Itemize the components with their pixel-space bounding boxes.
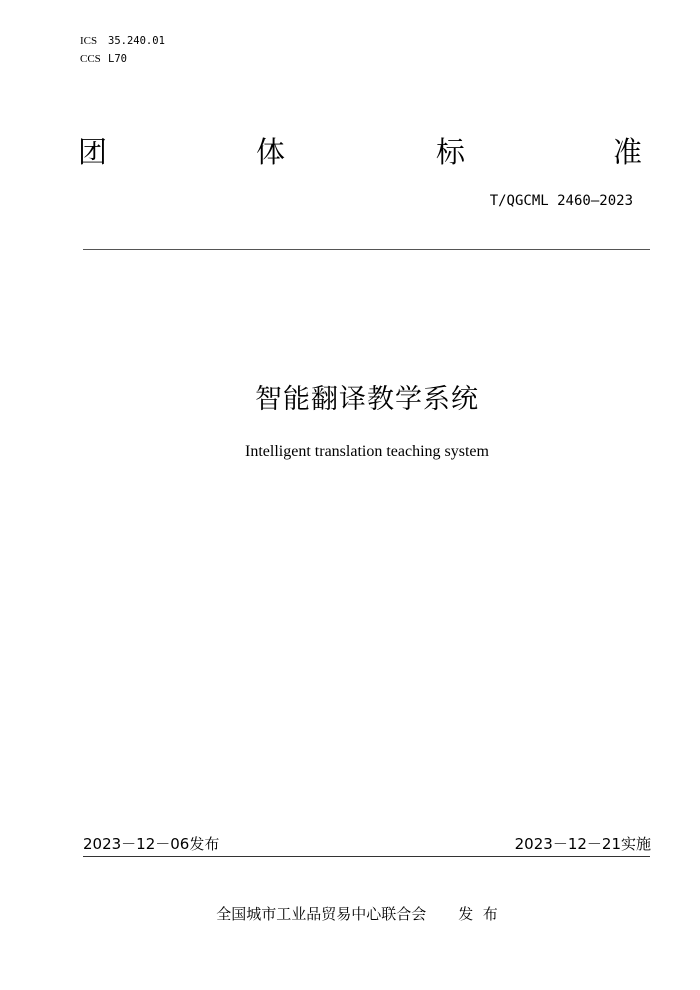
ics-value: 35.240.01 <box>108 35 165 47</box>
header-char-biao: 标 <box>436 135 466 169</box>
header-char-zhun: 准 <box>613 135 643 169</box>
publisher-action: 发 布 <box>458 905 498 923</box>
ics-classification <box>80 33 165 49</box>
english-title: Intelligent translation teaching system <box>245 443 489 460</box>
top-divider <box>83 249 650 250</box>
publish-date: 2023－12－06发布 <box>83 835 220 853</box>
header-char-tuan: 团 <box>78 135 108 169</box>
chinese-title: 智能翻译教学系统 <box>255 384 479 415</box>
header-char-ti: 体 <box>256 135 286 169</box>
ccs-classification <box>80 51 127 67</box>
publisher-name: 全国城市工业品贸易中心联合会 <box>216 905 427 923</box>
ccs-value: L70 <box>108 53 127 65</box>
bottom-divider <box>83 856 650 857</box>
ics-label: ICS <box>80 35 98 47</box>
ccs-label: CCS <box>80 53 101 65</box>
publisher-line <box>0 903 700 925</box>
standard-number: T/QGCML 2460—2023 <box>489 193 633 209</box>
implement-date: 2023－12－21实施 <box>514 835 651 853</box>
